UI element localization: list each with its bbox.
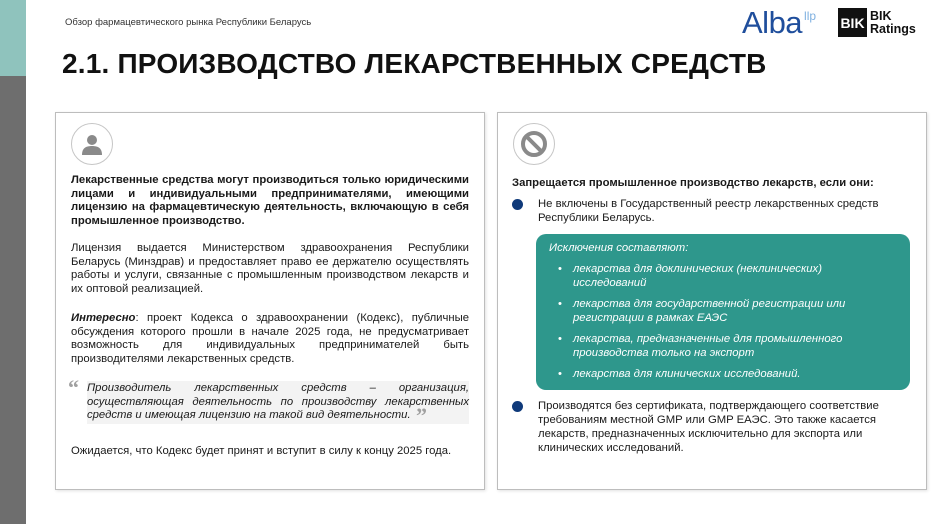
quote-close-mark: ” bbox=[416, 403, 427, 428]
expectation-paragraph: Ожидается, что Кодекс будет принят и вступит в силу к концу 2025 года. bbox=[71, 445, 452, 457]
definition-quote bbox=[68, 375, 469, 428]
license-paragraph: Лекарственные средства могут производиться только юридическими лицами и индивидуальными предпринимателями, имеющими лицензию на фармацевтическую деятельность, включающую в себя промышленное производство. bbox=[71, 174, 469, 227]
right-panel bbox=[497, 112, 927, 490]
interesting-paragraph bbox=[71, 312, 469, 366]
page-title: 2.1. ПРОИЗВОДСТВО ЛЕКАРСТВЕННЫХ СРЕДСТВ bbox=[62, 48, 767, 79]
bullet-icon bbox=[512, 199, 523, 210]
bullet-icon bbox=[512, 401, 523, 412]
prohibition-item-text: Не включены в Государственный реестр лекарственных средств Республики Беларусь. bbox=[538, 198, 879, 224]
accent-bar-teal bbox=[0, 0, 26, 76]
ministry-paragraph: Лицензия выдается Министерством здравоохранения Республики Беларусь (Минздрав) и предоставляет право ее держателю осуществлять работы и услуги, связанные с промышленным производством лекарств и их оптовой реализацией. bbox=[71, 242, 469, 295]
header-caption: Обзор фармацевтического рынка Республики Беларусь bbox=[65, 17, 312, 28]
left-panel bbox=[55, 112, 485, 490]
accent-bar-gray bbox=[0, 76, 26, 524]
exception-item: • лекарства для доклинических (неклинических) исследований bbox=[549, 262, 898, 290]
prohibition-item-registry bbox=[512, 197, 917, 225]
quote-text: Производитель лекарственных средств – организация, осуществляющая деятельность по производству лекарственных средств и имеющая лицензию на такой вид деятельности. bbox=[87, 381, 469, 424]
exception-item: • лекарства для государственной регистрации или регистрации в рамках ЕАЭС bbox=[549, 297, 898, 325]
prohibition-item-gmp bbox=[512, 399, 917, 455]
bik-logo-text bbox=[870, 10, 916, 36]
exceptions-box bbox=[536, 234, 910, 390]
alba-logo-sub: llp bbox=[804, 9, 817, 23]
bik-logo-line2: Ratings bbox=[870, 21, 916, 36]
exceptions-title: Исключения составляют: bbox=[549, 242, 689, 254]
bik-logo-mark: BIK bbox=[838, 8, 867, 37]
quote-open-mark: “ bbox=[68, 375, 79, 400]
alba-logo bbox=[742, 5, 816, 41]
bik-logo-line1: BIK bbox=[870, 8, 892, 23]
user-icon bbox=[71, 123, 113, 165]
interesting-text: : проект Кодекса о здравоохранении (Кодекс), публичные обсуждения которого прошли в начале 2025 года, не предусматривает возможность для индивидуальных предпринимателей быть производителями лекарственных средств. bbox=[71, 312, 469, 365]
prohibition-lead: Запрещается промышленное производство лекарств, если они: bbox=[512, 177, 874, 189]
prohibition-item-text: Производятся без сертификата, подтверждающего соответствие требованиям местной GMP или GMP ЕАЭС. Это также касается лекарств, предназначенных исключительно для экспорта или клинических исследований. bbox=[538, 400, 879, 454]
exceptions-list bbox=[549, 262, 898, 381]
interesting-lead: Интересно bbox=[71, 312, 136, 324]
exception-item: • лекарства для клинических исследований. bbox=[549, 367, 898, 381]
prohibited-icon bbox=[513, 123, 555, 165]
exception-item: • лекарства, предназначенные для промышленного производства только на экспорт bbox=[549, 332, 898, 360]
bik-ratings-logo bbox=[838, 8, 916, 37]
alba-logo-word: Alba bbox=[742, 5, 803, 40]
